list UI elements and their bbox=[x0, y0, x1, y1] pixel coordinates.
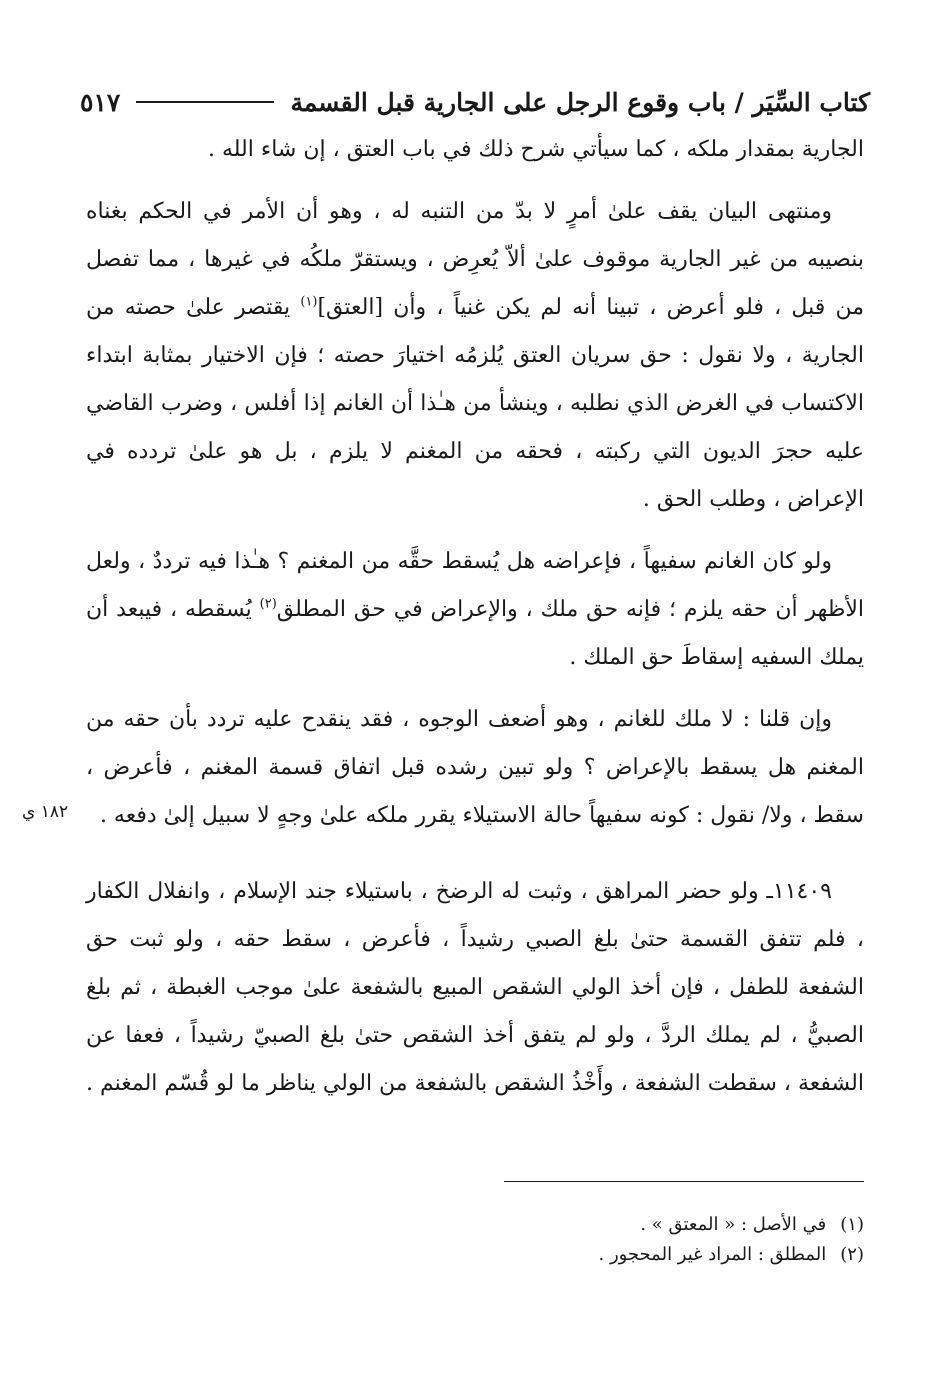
footnote-rule bbox=[504, 1181, 864, 1182]
page-number: ٥١٧ bbox=[80, 87, 121, 117]
header-rule bbox=[136, 101, 274, 103]
footnote-number: (١) bbox=[840, 1214, 864, 1235]
chapter-title: كتاب السِّيَر / باب وقوع الرجل على الجارية قبل القسمة bbox=[290, 87, 870, 117]
running-header bbox=[80, 80, 870, 124]
footnote bbox=[86, 1210, 864, 1240]
footnote-marker: (١) bbox=[300, 294, 318, 310]
paragraph-text: سقط ، ولا/ نقول : كونه سفيهاً حالة الاستيلاء يقرر ملكه علىٰ وجهٍ لا سبيل إلىٰ دفعه . bbox=[99, 803, 864, 828]
paragraph-text: ١١٤٠٩ـ ولو حضر المراهق ، وثبت له الرضخ ، باستيلاء جند الإسلام ، وانفلال الكفار ، فلم تتفق القسمة حتىٰ بلغ الصبي رشيداً ، فأعرض ، سقط حقه ، ولو ثبت حق الشفعة للطفل ، فإن أخذ الولي الشقص المبيع بالشفعة علىٰ موجب الغبطة ، ثم بلغ الصبيُّ ، لم يملك الردَّ ، ولو لم يتفق أخذ الشقص حتىٰ بلغ الصبيّ رشيداً ، فعفا عن الشفعة ، سقطت الشفعة ، وأَخْذُ الشقص بالشفعة من الولي يناظر ما لو قُسّم المغنم . bbox=[86, 879, 864, 1096]
paragraph-text: الجارية بمقدار ملكه ، كما سيأتي شرح ذلك في باب العتق ، إن شاء الله . bbox=[207, 137, 864, 162]
footnote-text: في الأصل : « المعتق » . bbox=[640, 1214, 827, 1235]
paragraph-text: وإن قلنا : لا ملك للغانم ، وهو أضعف الوجوه ، فقد ينقدح عليه تردد بأن حقه من المغنم هل يسقط بالإعراض ؟ ولو تبين رشده قبل اتفاق قسمة المغنم ، فأعرض ، bbox=[86, 707, 864, 780]
footnote-text: المطلق : المراد غير المحجور . bbox=[598, 1244, 827, 1265]
paragraph-text: ولو كان الغانم سفيهاً ، فإعراضه هل يُسقط حقَّه من المغنم ؟ هـٰذا فيه ترددٌ ، ولعل الأظهر أن حقه يلزم ؛ فإنه حق ملك ، والإعراض في حق المطلق bbox=[86, 549, 864, 622]
footnote-number: (٢) bbox=[840, 1244, 864, 1265]
footnotes bbox=[86, 1210, 864, 1270]
footnote bbox=[86, 1240, 864, 1270]
margin-manuscript-ref: ١٨٢ ي bbox=[22, 802, 69, 822]
paragraph bbox=[86, 696, 864, 840]
paragraph-text: يقتصر علىٰ حصته من الجارية ، ولا نقول : حق سريان العتق يُلزمُه اختيارَ حصته ؛ فإن الاختيار بمثابة ابتداء الاكتساب في الغرض الذي نطلبه ، وينشأ من هـٰذا أن الغانم إذا أفلس ، وضرب القاضي عليه حجرَ الديون التي ركبته ، فحقه من المغنم لا يلزم ، بل هو علىٰ تردده في الإعراض ، وطلب الحق . bbox=[86, 295, 864, 512]
footnote-marker: (٢) bbox=[259, 596, 277, 612]
main-text bbox=[86, 126, 864, 1108]
paragraph-text: ومنتهى البيان يقف علىٰ أمرٍ لا بدّ من التنبه له ، وهو أن الأمر في الحكم بغناه بنصيبه من غير الجارية موقوف علىٰ ألاّ يُعرِض ، ويستقرّ ملكُه في غيرها ، مما تفصل من قبل ، فلو أعرض ، تبينا أنه لم يكن غنياً ، وأن [العتق] bbox=[86, 199, 864, 320]
numbered-paragraph bbox=[86, 868, 864, 1108]
paragraph-text-with-margin bbox=[100, 803, 864, 828]
paragraph bbox=[86, 188, 864, 524]
paragraph-text: يُسقطه ، فيبعد أن يملك السفيه إسقاطَ حق الملك . bbox=[86, 597, 864, 670]
paragraph-continuation bbox=[86, 126, 864, 174]
paragraph bbox=[86, 538, 864, 682]
